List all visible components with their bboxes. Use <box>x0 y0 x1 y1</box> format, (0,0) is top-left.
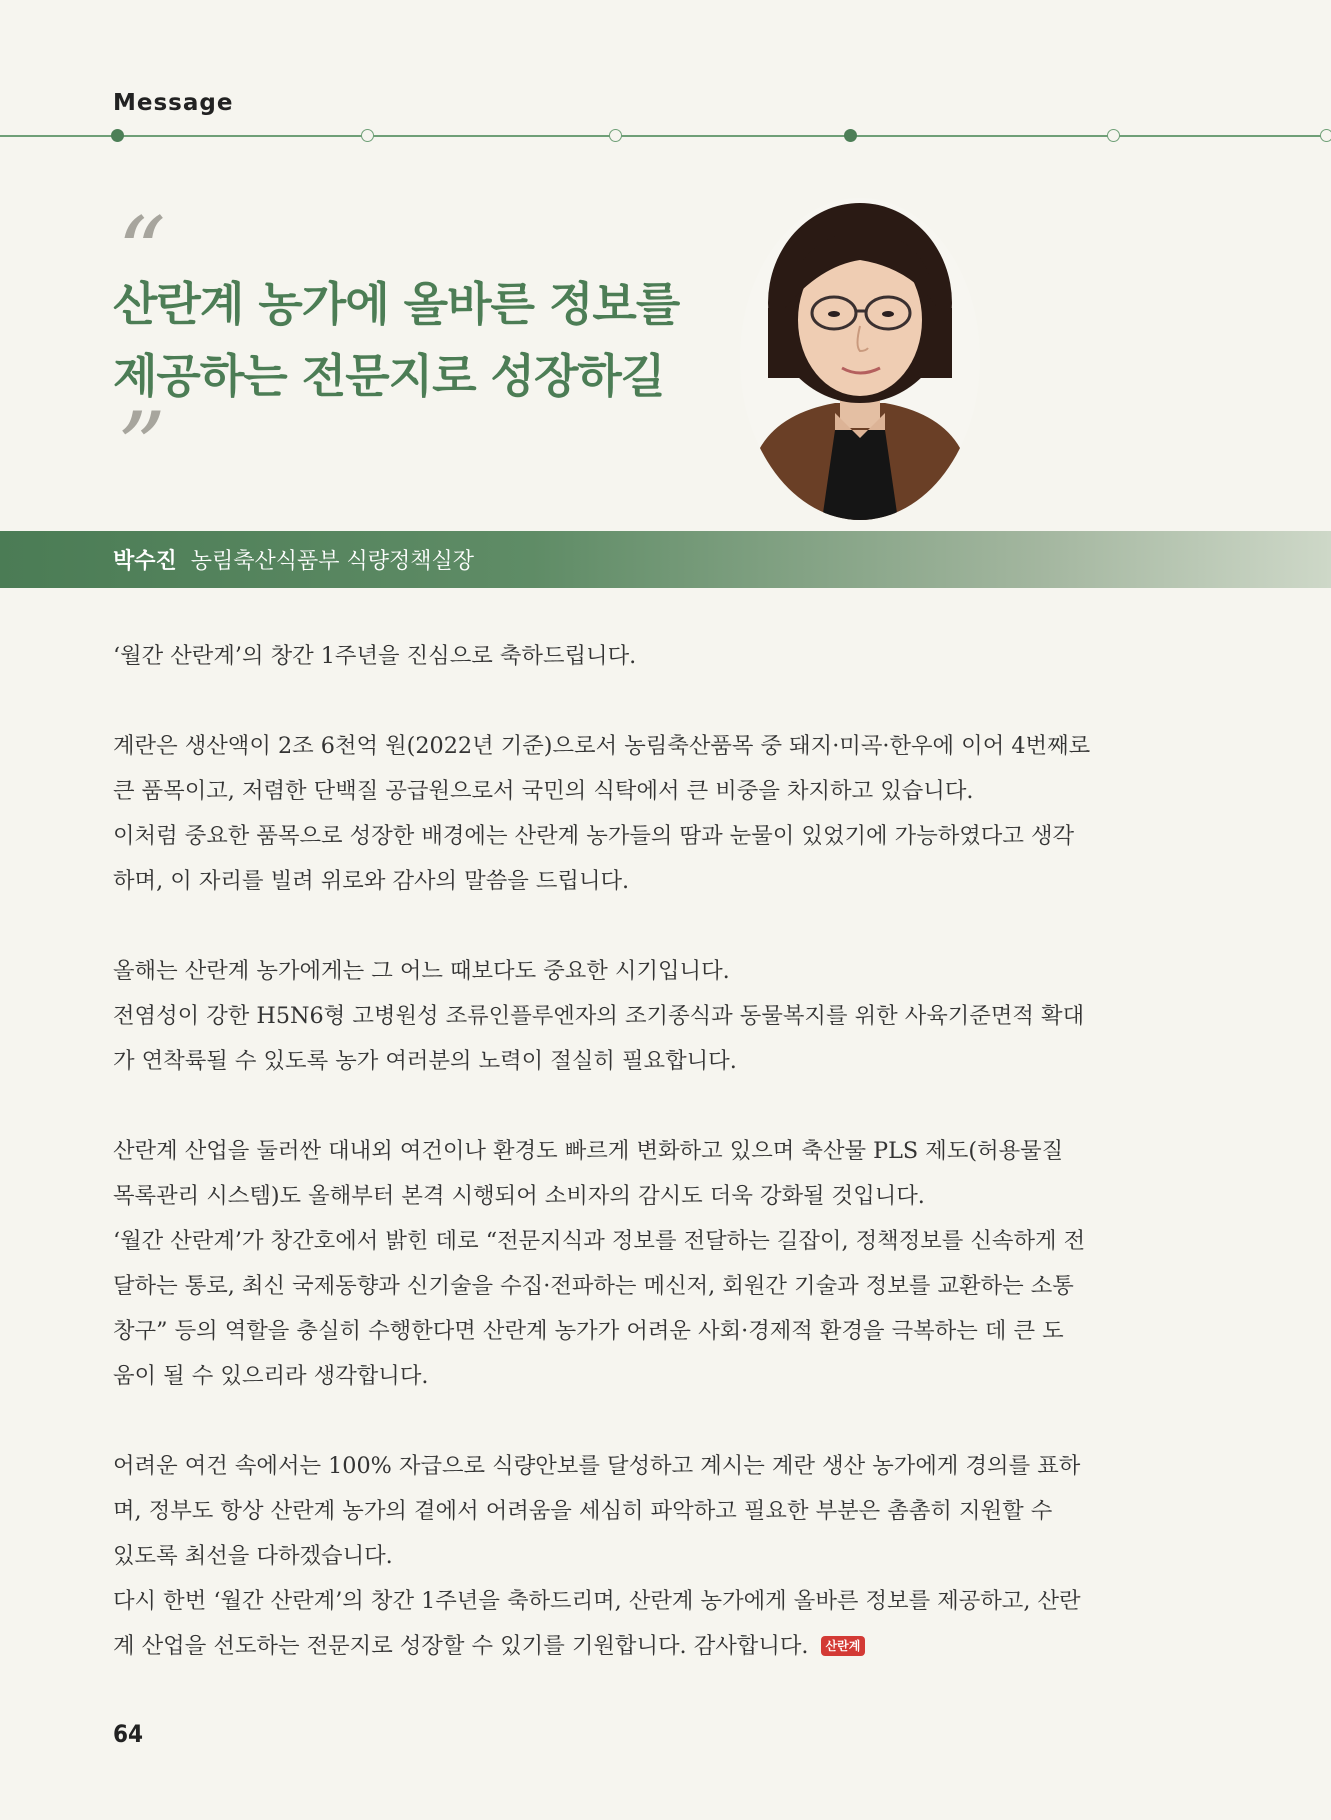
text-line: 가 연착륙될 수 있도록 농가 여러분의 노력이 절실히 필요합니다. <box>113 1048 737 1074</box>
timeline-dot <box>111 129 124 142</box>
timeline-dot <box>844 129 857 142</box>
text-line <box>113 1624 1121 1669</box>
text-line: 움이 될 수 있으리라 생각합니다. <box>113 1363 429 1389</box>
text-line: 다시 한번 ‘월간 산란계’의 창간 1주년을 축하드리며, 산란계 농가에게 올바른 정보를 제공하고, 산란 <box>113 1588 1081 1614</box>
text-line: 달하는 통로, 최신 국제동향과 신기술을 수집·전파하는 메신저, 회원간 기술과 정보를 교환하는 소통 <box>113 1273 1074 1299</box>
author-portrait <box>740 198 980 520</box>
paragraph <box>113 634 1121 679</box>
text-line: 올해는 산란계 농가에게는 그 어느 때보다도 중요한 시기입니다. <box>113 958 730 984</box>
headline <box>113 268 753 412</box>
text-line: 이처럼 중요한 품목으로 성장한 배경에는 산란계 농가들의 땀과 눈물이 있었기에 가능하였다고 생각 <box>113 823 1075 849</box>
text-line-content: 계 산업을 선도하는 전문지로 성장할 수 있기를 기원합니다. 감사합니다. <box>113 1633 809 1659</box>
headline-line: 제공하는 전문지로 성장하길 <box>113 349 665 403</box>
author-title: 농림축산식품부 식량정책실장 <box>190 549 475 574</box>
text-line: 전염성이 강한 H5N6형 고병원성 조류인플루엔자의 조기종식과 동물복지를 위한 사육기준면적 확대 <box>113 1003 1085 1029</box>
text-line: 큰 품목이고, 저렴한 단백질 공급원으로서 국민의 식탁에서 큰 비중을 차지하고 있습니다. <box>113 778 974 804</box>
timeline-line <box>0 135 1331 137</box>
text-line: 어려운 여건 속에서는 100% 자급으로 식량안보를 달성하고 계시는 계란 생산 농가에게 경의를 표하 <box>113 1453 1081 1479</box>
text-line: 계란은 생산액이 2조 6천억 원(2022년 기준)으로서 농림축산품목 중 돼지·미곡·한우에 이어 4번째로 <box>113 733 1091 759</box>
close-quote-icon: ” <box>117 392 167 504</box>
timeline-dot <box>609 129 622 142</box>
author-name: 박수진 <box>113 549 177 574</box>
text-line: 하며, 이 자리를 빌려 위로와 감사의 말씀을 드립니다. <box>113 868 630 894</box>
text-line: ‘월간 산란계’가 창간호에서 밝힌 데로 “전문지식과 정보를 전달하는 길잡이, 정책정보를 신속하게 전 <box>113 1228 1086 1254</box>
section-timeline <box>0 128 1331 144</box>
timeline-dot <box>1320 129 1331 142</box>
article-body <box>113 634 1121 1714</box>
timeline-dot <box>1107 129 1120 142</box>
end-badge: 산란계 <box>821 1636 866 1656</box>
text-line: 며, 정부도 항상 산란계 농가의 곁에서 어려움을 세심히 파악하고 필요한 부분은 촘촘히 지원할 수 <box>113 1498 1053 1524</box>
paragraph <box>113 949 1121 1084</box>
author-band <box>0 531 1331 588</box>
headline-line: 산란계 농가에 올바른 정보를 <box>113 277 680 331</box>
open-quote-icon: “ <box>117 197 167 309</box>
text-line: ‘월간 산란계’의 창간 1주년을 진심으로 축하드립니다. <box>113 643 637 669</box>
page-number: 64 <box>113 1720 144 1748</box>
timeline-dot <box>361 129 374 142</box>
text-line: 산란계 산업을 둘러싼 대내외 여건이나 환경도 빠르게 변화하고 있으며 축산물 PLS 제도(허용물질 <box>113 1138 1064 1164</box>
text-line: 있도록 최선을 다하겠습니다. <box>113 1543 393 1569</box>
text-line: 목록관리 시스템)도 올해부터 본격 시행되어 소비자의 감시도 더욱 강화될 것입니다. <box>113 1183 925 1209</box>
section-label: Message <box>113 90 234 116</box>
paragraph <box>113 724 1121 904</box>
paragraph <box>113 1444 1121 1669</box>
text-line: 창구” 등의 역할을 충실히 수행한다면 산란계 농가가 어려운 사회·경제적 환경을 극복하는 데 큰 도 <box>113 1318 1064 1344</box>
paragraph <box>113 1129 1121 1399</box>
